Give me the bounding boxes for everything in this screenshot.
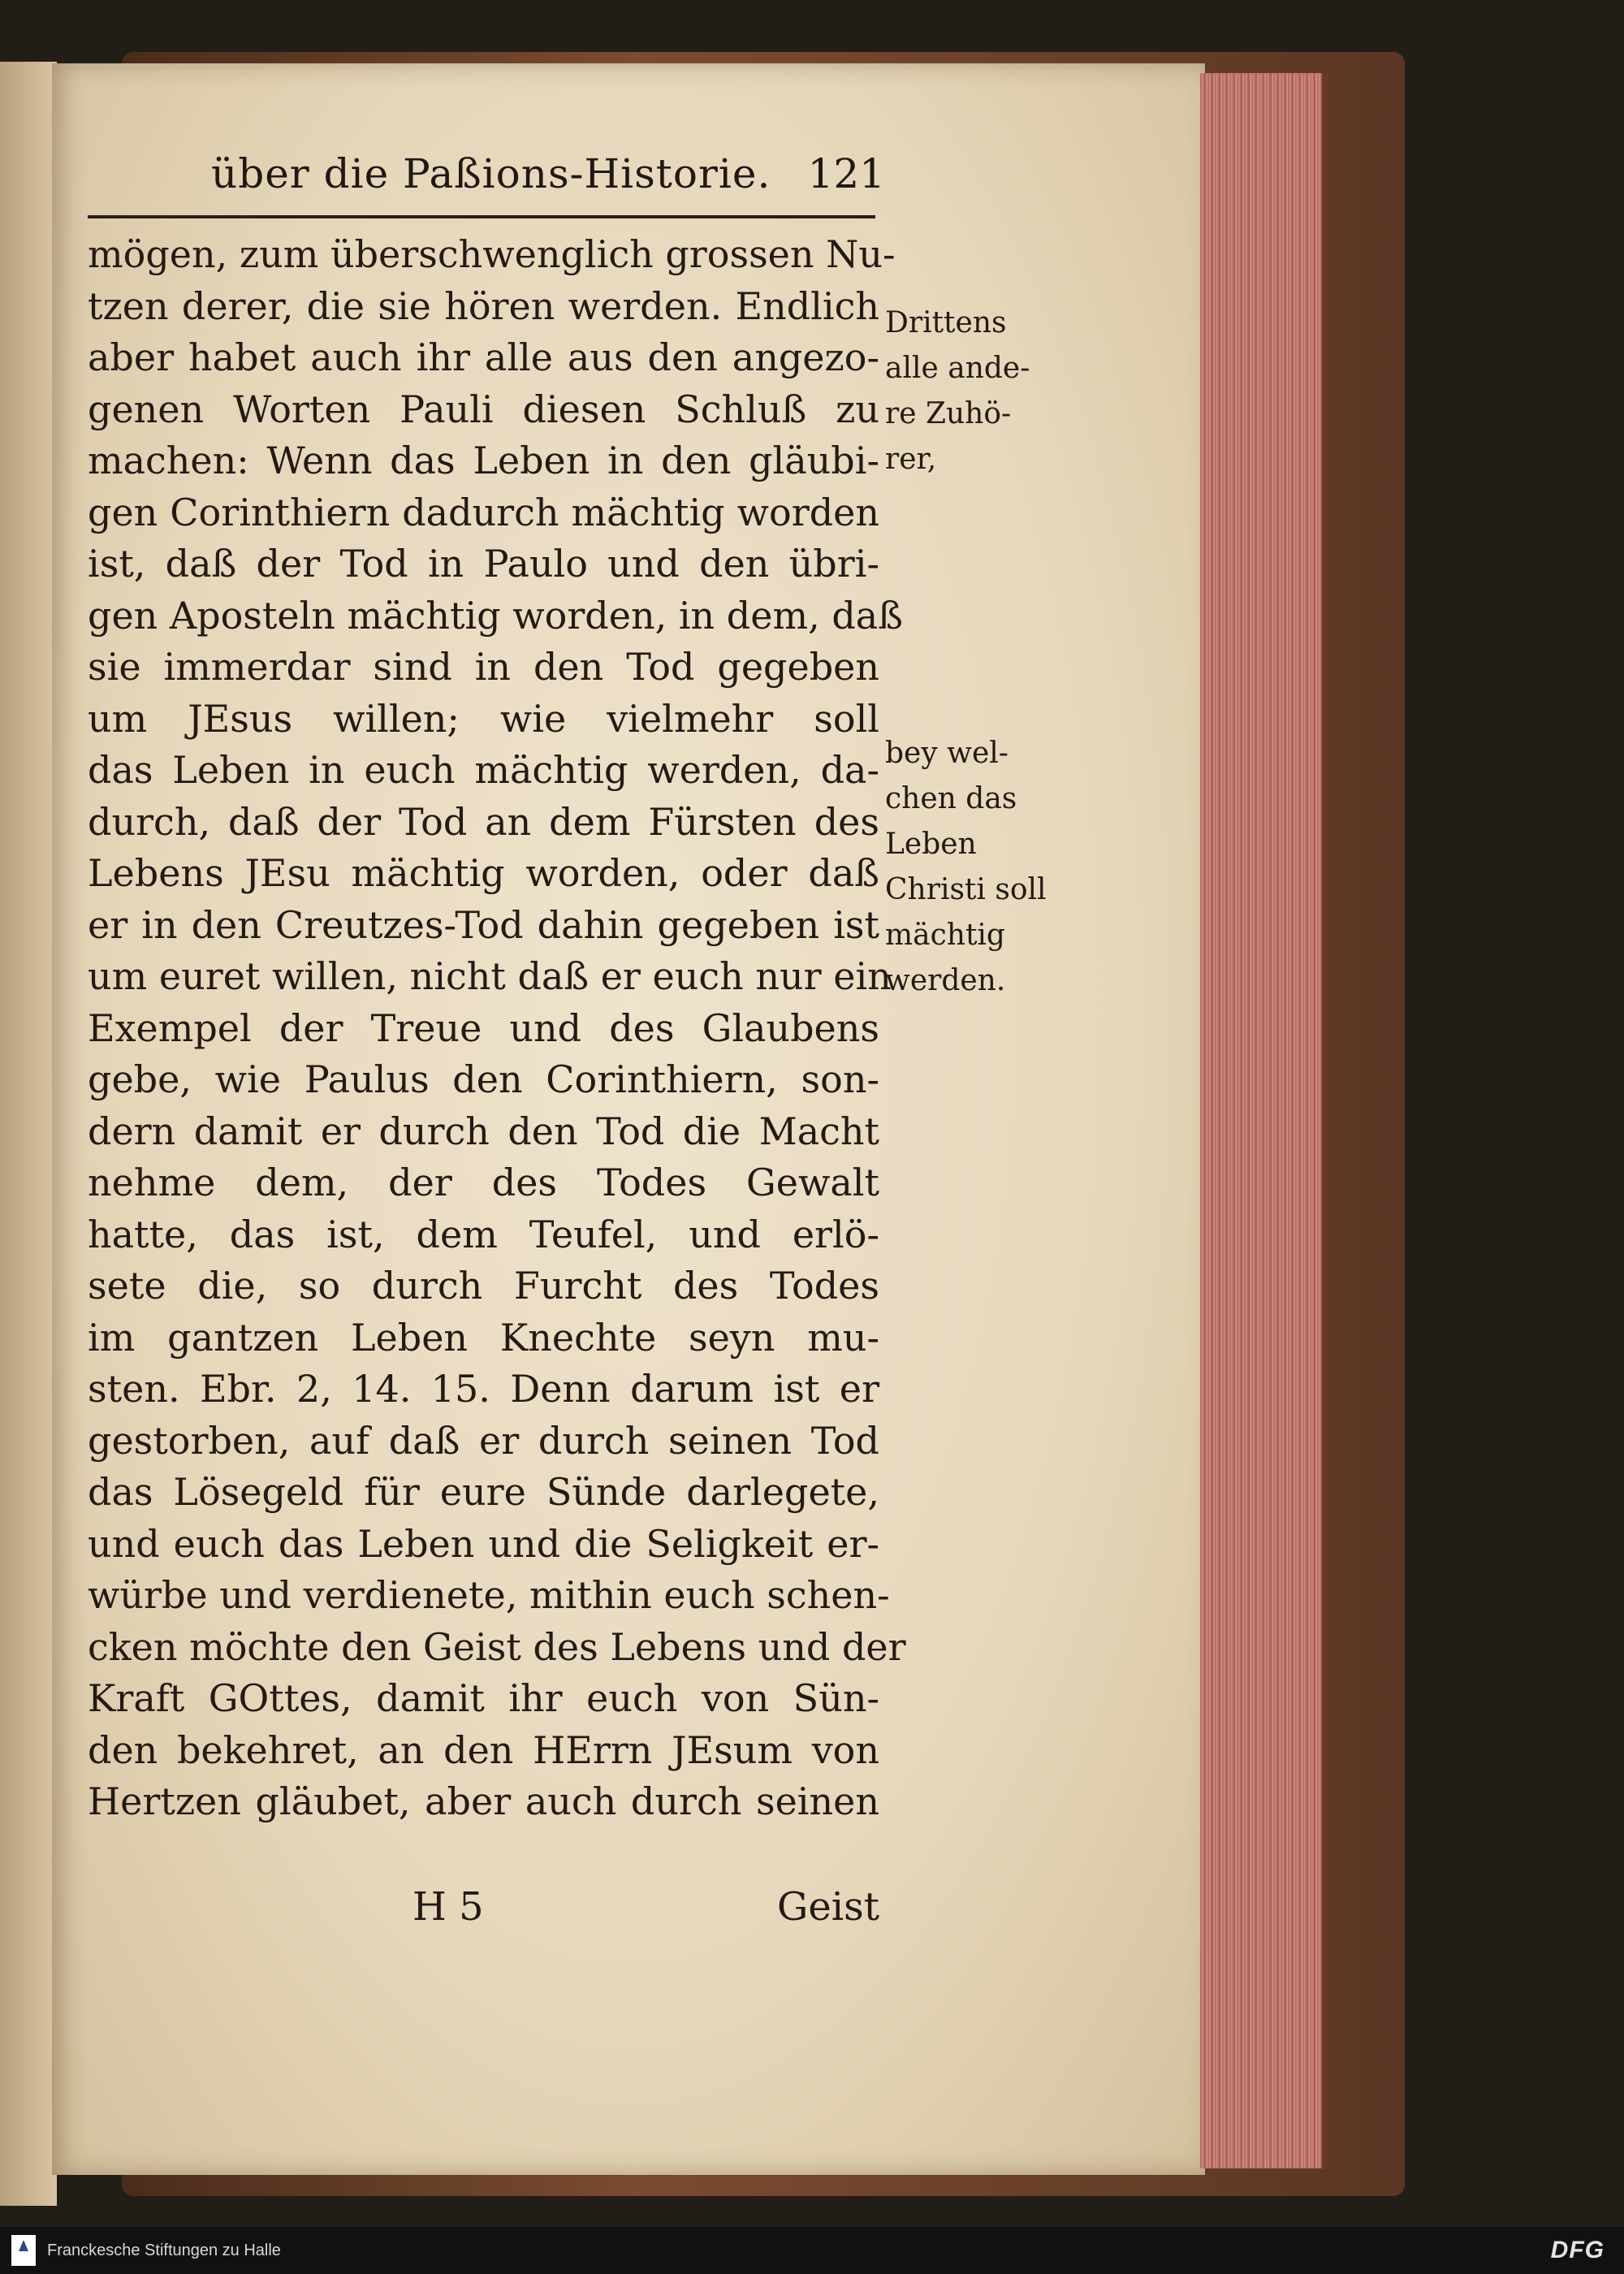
margin-note-line: werden. (885, 964, 1006, 997)
margin-note-line: Leben (885, 828, 977, 861)
text-line: den bekehret, an den HErrn JEsum von (88, 1727, 879, 1772)
text-line: sete die, so durch Furcht des Todes (88, 1264, 879, 1308)
body-text (88, 229, 906, 1828)
text-line: Hertzen gläubet, aber auch durch seinen (88, 1779, 879, 1823)
page-footer (88, 1884, 879, 1936)
margin-note-line: mächtig (885, 919, 1005, 952)
facing-page-edge (0, 62, 57, 2206)
text-line: dern damit er durch den Tod die Macht (88, 1109, 879, 1153)
margin-note-line: rer, (885, 443, 937, 476)
text-line: durch, daß der Tod an dem Fürsten des (88, 799, 879, 844)
margin-note-line: Drittens (885, 306, 1007, 339)
running-title: über die Paßions-Historie. (211, 150, 771, 197)
text-line: das Lösegeld für eure Sünde darlegete, (88, 1470, 879, 1514)
text-line: würbe und verdienete, mithin euch schen- (88, 1573, 890, 1617)
text-line: machen: Wenn das Leben in den gläubi- (88, 439, 879, 482)
institution-name: Franckesche Stiftungen zu Halle (47, 2242, 281, 2259)
margin-note-drittens (885, 300, 1072, 482)
page-block-edges (1200, 73, 1328, 2168)
text-line: gen Aposteln mächtig worden, in dem, daß (88, 593, 903, 638)
signature-mark: H 5 (412, 1884, 484, 1930)
text-line: gebe, wie Paulus den Corinthiern, son- (88, 1057, 879, 1101)
text-line: aber habet auch ihr alle aus den angezo- (88, 335, 879, 379)
text-line: Exempel der Treue und des Glaubens (88, 1005, 879, 1050)
attribution-bar (0, 2227, 1624, 2274)
header-rule (88, 215, 875, 218)
text-line: ist, daß der Tod in Paulo und den übri- (88, 542, 879, 586)
page-number: 121 (807, 150, 885, 197)
text-line: sie immerdar sind in den Tod gegeben (88, 645, 879, 689)
text-line: Lebens JEsu mächtig worden, oder daß (88, 851, 879, 895)
text-line: nehme dem, der des Todes Gewalt (88, 1161, 879, 1204)
margin-note-line: bey wel- (885, 737, 1009, 770)
text-line: cken möchte den Geist des Lebens und der (88, 1624, 906, 1669)
margin-note-line: re Zuhö- (885, 397, 1012, 430)
text-line: und euch das Leben und die Seligkeit er- (88, 1521, 879, 1566)
margin-note-line: Christi soll (885, 873, 1047, 906)
text-line: tzen derer, die sie hören werden. Endlich (88, 283, 879, 328)
text-line: um JEsus willen; wie vielmehr soll (88, 696, 879, 741)
text-line: sten. Ebr. 2, 14. 15. Denn darum ist er (88, 1367, 879, 1411)
text-line: das Leben in euch mächtig werden, da- (88, 748, 879, 792)
institution-logo-icon (11, 2235, 36, 2266)
text-line: hatte, das ist, dem Teufel, und erlö- (88, 1212, 879, 1256)
margin-note-line: alle ande- (885, 352, 1030, 385)
page-header (211, 150, 885, 199)
text-line: mögen, zum überschwenglich grossen Nu- (88, 232, 896, 276)
dfg-logo: DFG (1550, 2237, 1605, 2263)
text-line: Kraft GOttes, damit ihr euch von Sün- (88, 1676, 879, 1720)
text-line: gestorben, auf daß er durch seinen Tod (88, 1418, 879, 1463)
catchword: Geist (776, 1884, 879, 1930)
margin-note-line: chen das (885, 782, 1017, 815)
text-line: er in den Creutzes-Tod dahin gegeben ist (88, 902, 879, 947)
text-line: im gantzen Leben Knechte seyn mu- (88, 1315, 879, 1360)
text-line: genen Worten Pauli diesen Schluß zu (88, 387, 879, 431)
text-line: gen Corinthiern dadurch mächtig worden (88, 490, 879, 534)
text-line: um euret willen, nicht daß er euch nur ein (88, 954, 892, 998)
margin-note-leben-christi (885, 731, 1072, 1004)
